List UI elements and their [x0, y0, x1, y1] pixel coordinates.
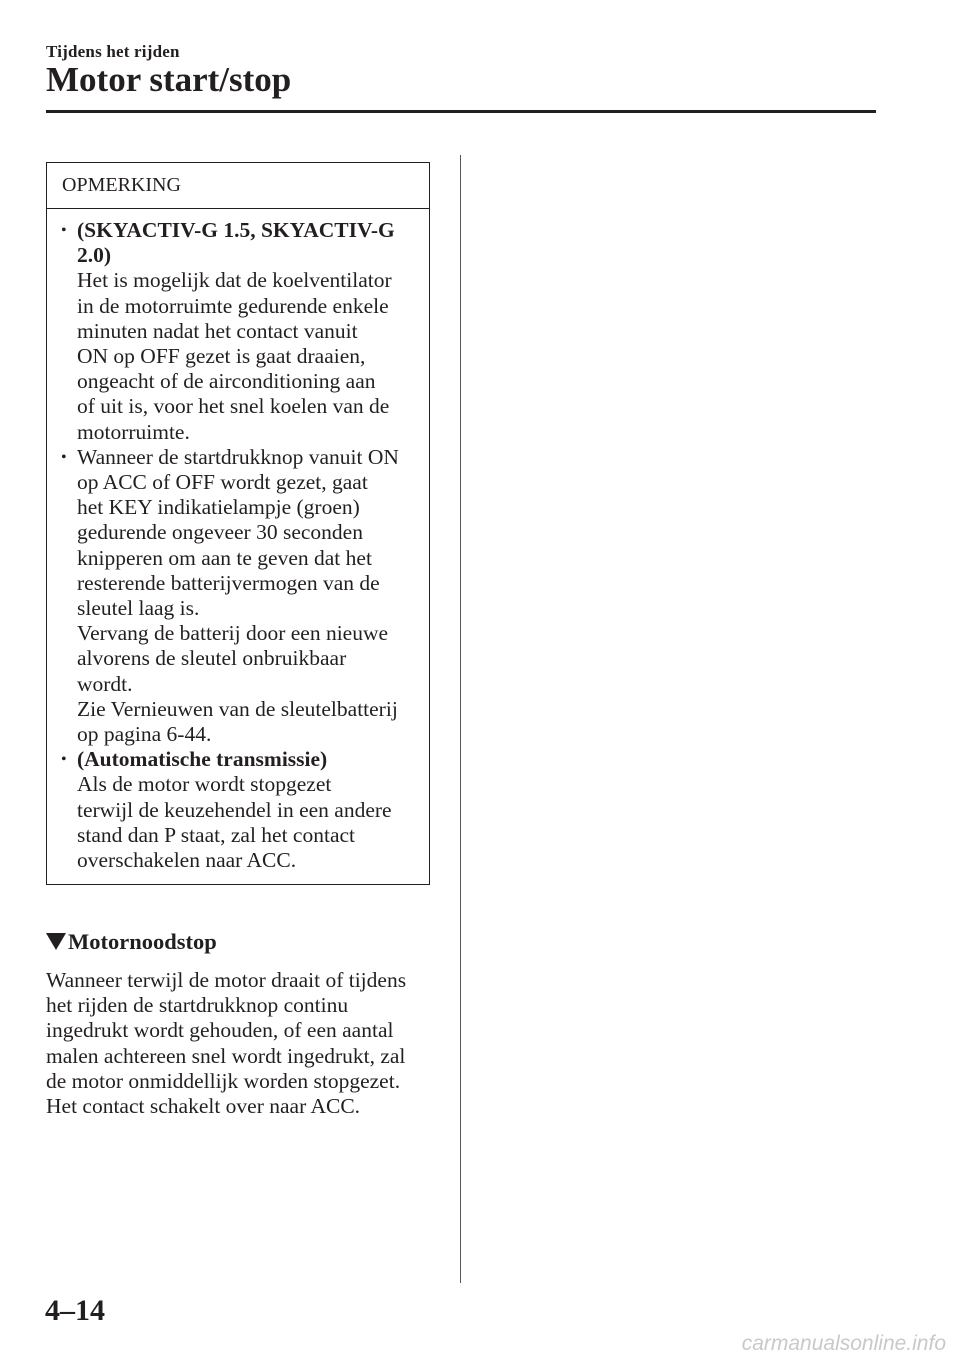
note-item-line: het KEY indikatielampje (groen): [77, 495, 360, 520]
body-line: de motor onmiddellijk worden stopgezet.: [46, 1068, 401, 1093]
note-item-line: sleutel laag is.: [77, 596, 200, 621]
note-item-line: resterende batterijvermogen van de: [77, 570, 380, 595]
note-item-line: Als de motor wordt stopgezet: [77, 772, 332, 797]
bullet-icon: •: [61, 222, 67, 239]
note-item-line: Zie Vernieuwen van de sleutelbatterij: [77, 696, 398, 721]
note-item-line: ON op OFF gezet is gaat draaien,: [77, 344, 366, 369]
note-item: [61, 747, 423, 873]
note-item-line: op ACC of OFF wordt gezet, gaat: [77, 470, 368, 495]
triangle-marker-icon: [46, 933, 66, 950]
note-item-line: Het is mogelijk dat de koelventilator: [77, 268, 392, 293]
note-item-line: alvorens de sleutel onbruikbaar: [77, 646, 347, 671]
note-item-line: knipperen om aan te geven dat het: [77, 545, 372, 570]
note-item-line: stand dan P staat, zal het contact: [77, 822, 356, 847]
note-item-bold-line: (Automatische transmissie): [77, 747, 328, 772]
section-body: [46, 968, 406, 1119]
bullet-icon: •: [61, 751, 67, 769]
page-title: Motor start/stop: [46, 60, 292, 99]
section-heading-text: Motornoodstop: [68, 929, 217, 954]
note-item-line: wordt.: [77, 671, 133, 696]
page-number: 4–14: [45, 1294, 105, 1327]
note-item-line: in de motorruimte gedurende enkele: [77, 293, 389, 318]
note-heading: OPMERKING: [47, 163, 429, 209]
note-item-line: minuten nadat het contact vanuit: [77, 318, 358, 343]
note-item-line: of uit is, voor het snel koelen van de: [77, 394, 390, 419]
body-line: Het contact schakelt over naar ACC.: [46, 1094, 361, 1119]
body-line: het rijden de startdrukknop continu: [46, 993, 349, 1018]
body-line: malen achtereen snel wordt ingedrukt, zal: [46, 1043, 406, 1068]
note-item: [61, 445, 423, 747]
body-line: Wanneer terwijl de motor draait of tijdens: [46, 968, 407, 992]
column-divider: [460, 155, 461, 1283]
note-item: [61, 218, 423, 445]
title-rule: [46, 110, 876, 113]
note-item-line: Vervang de batterij door een nieuwe: [77, 621, 389, 646]
note-item-line: terwijl de keuzehendel in een andere: [77, 797, 392, 822]
note-item-line: op pagina 6-44.: [77, 722, 212, 747]
section-label: Tijdens het rijden: [46, 42, 180, 61]
note-item-bold-line: 2.0): [77, 243, 112, 268]
note-item-bold-line: (SKYACTIV-G 1.5, SKYACTIV-G: [77, 218, 395, 242]
bullet-icon: •: [61, 448, 67, 466]
note-list: [61, 218, 423, 873]
note-item-line: Wanneer de startdrukknop vanuit ON: [77, 444, 399, 469]
body-line: ingedrukt wordt gehouden, of een aantal: [46, 1018, 394, 1043]
note-item-line: motorruimte.: [77, 419, 190, 444]
section-heading: [46, 928, 217, 956]
watermark: carmanualsonline.info: [741, 1332, 946, 1355]
note-item-line: overschakelen naar ACC.: [77, 848, 297, 873]
note-box: [46, 162, 430, 885]
note-item-line: ongeacht of de airconditioning aan: [77, 369, 376, 394]
note-item-line: gedurende ongeveer 30 seconden: [77, 520, 363, 545]
